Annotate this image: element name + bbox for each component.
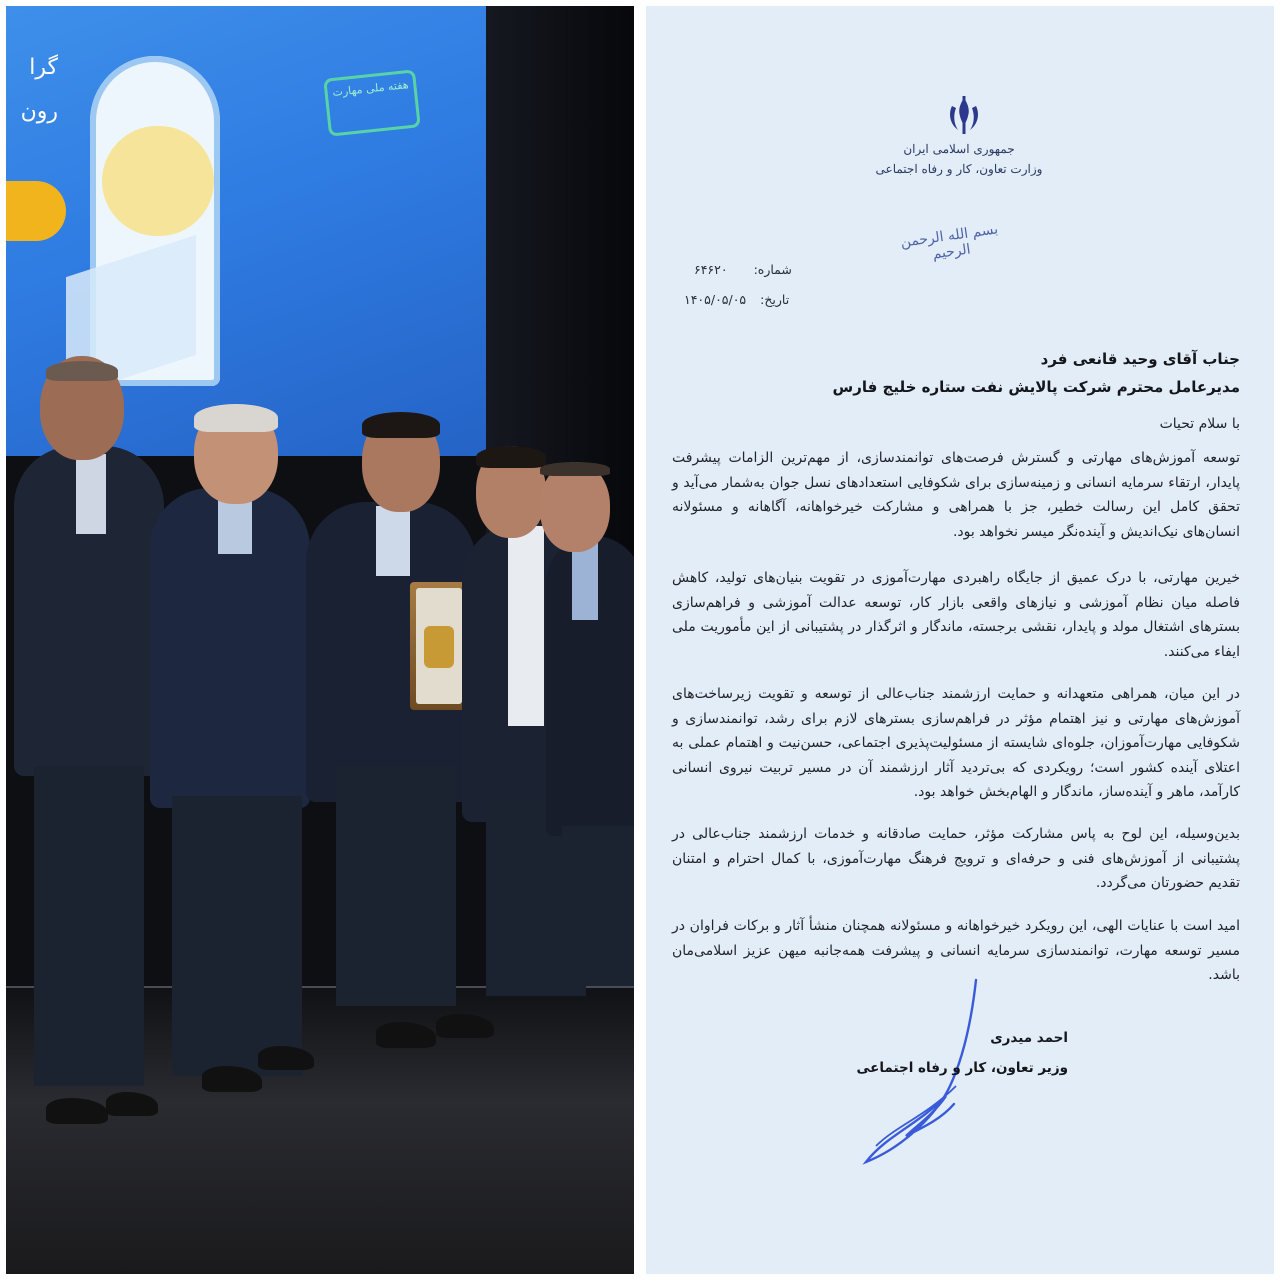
paragraph-1: توسعه آموزش‌های مهارتی و گسترش فرصت‌های توانمندسازی، از مهم‌ترین الزامات پیشرفت پایدار، ارتقاء سرمایه انسانی و زمینه‌سازی برای شکوفایی استعدادهای نسل جوان به‌شمار می‌آید و تحقق کامل این رسالت خطیر، جز با همراهی و مشارکت خیرخواهانه، آگاهانه و مسئولانه انسان‌های نیک‌اندیش و آینده‌نگر میسر نخواهد بود. [672, 450, 1240, 540]
bismillah: بسم الله الرحمن الرحیم [899, 221, 1000, 263]
award-plaque-emblem [424, 626, 454, 668]
paragraph-3: در این میان، همراهی متعهدانه و حمایت ارزشمند جناب‌عالی از توسعه و تقویت زیرساخت‌های آموزش‌های مهارتی و نیز اهتمام مؤثر در فراهم‌سازی بسترهای لازم برای رشد، توانمندسازی و شکوفایی مهارت‌آموزان، جلوه‌ای شایسته از مسئولیت‌پذیری اجتماعی، حسن‌نیت و اهتمام عملی به اعتلای آینده کشور است؛ رویکردی که بی‌تردید آثار ارزشمند آن در مسیر تربیت نیروی انسانی کارآمد، ماهر و آینده‌ساز، ماندگار و الهام‌بخش خواهد بود. [672, 686, 1240, 800]
screen-gold-letter [6, 181, 66, 241]
skill-week-logo: هفته ملی مهارت [323, 69, 421, 136]
date-label: تاریخ: [760, 292, 790, 307]
paragraph-4: بدین‌وسیله، این لوح به پاس مشارکت مؤثر، حمایت صادقانه و خدمات ارزشمند جناب‌عالی در پشتیبانی از آموزش‌های فنی و حرفه‌ای و ترویج فرهنگ مهارت‌آموزی، با کمال احترام و امتنان تقدیم حضورتان می‌گردد. [672, 826, 1240, 891]
date-value: ۱۴۰۵/۰۵/۰۵ [684, 292, 747, 307]
handwritten-signature [846, 976, 1006, 1176]
signatory-name: احمد میدری [990, 1030, 1068, 1046]
number-label: شماره: [753, 262, 792, 277]
header-ministry: وزارت تعاون، کار و رفاه اجتماعی [875, 162, 1043, 176]
number-value: ۶۴۶۲۰ [694, 262, 728, 277]
letter-date [684, 292, 789, 307]
paragraph-5: امید است با عنایات الهی، این رویکرد خیرخواهانه و مسئولانه همچنان منشأ آثار و برکات فراوان در مسیر توسعه مهارت، توانمندسازی سرمایه انسانی و پیشرفت همه‌جانبه میهن عزیز اسلامی‌مان باشد. [672, 918, 1240, 983]
appreciation-letter [646, 6, 1274, 1274]
header-country: جمهوری اسلامی ایران [903, 142, 1015, 156]
paragraph-2: خیرین مهارتی، با درک عمیق از جایگاه راهبردی مهارت‌آموزی در تقویت بنیان‌های تولید، کاهش فاصله میان نظام آموزشی و نیازهای واقعی بازار کار، توسعه عدالت آموزشی و فراهم‌سازی بسترهای اشتغال مولد و پایدار، نقشی برجسته، ماندگار و اثرگذار در پشتیبانی از این مأموریت ملی ایفاء می‌کنند. [672, 570, 1240, 660]
iran-emblem-icon [942, 94, 986, 138]
greeting: با سلام تحیات [1159, 416, 1240, 432]
recipient-title: مدیرعامل محترم شرکت پالایش نفت ستاره خلیج فارس [832, 378, 1240, 396]
recipient-name: جناب آقای وحید قانعی فرد [1040, 350, 1240, 368]
screen-title: گرا رون [20, 55, 58, 124]
ceremony-photo [6, 6, 634, 1274]
signatory-title: وزیر تعاون، کار و رفاه اجتماعی [856, 1060, 1068, 1076]
screen-sun-graphic [102, 126, 214, 236]
letter-number [694, 262, 792, 277]
